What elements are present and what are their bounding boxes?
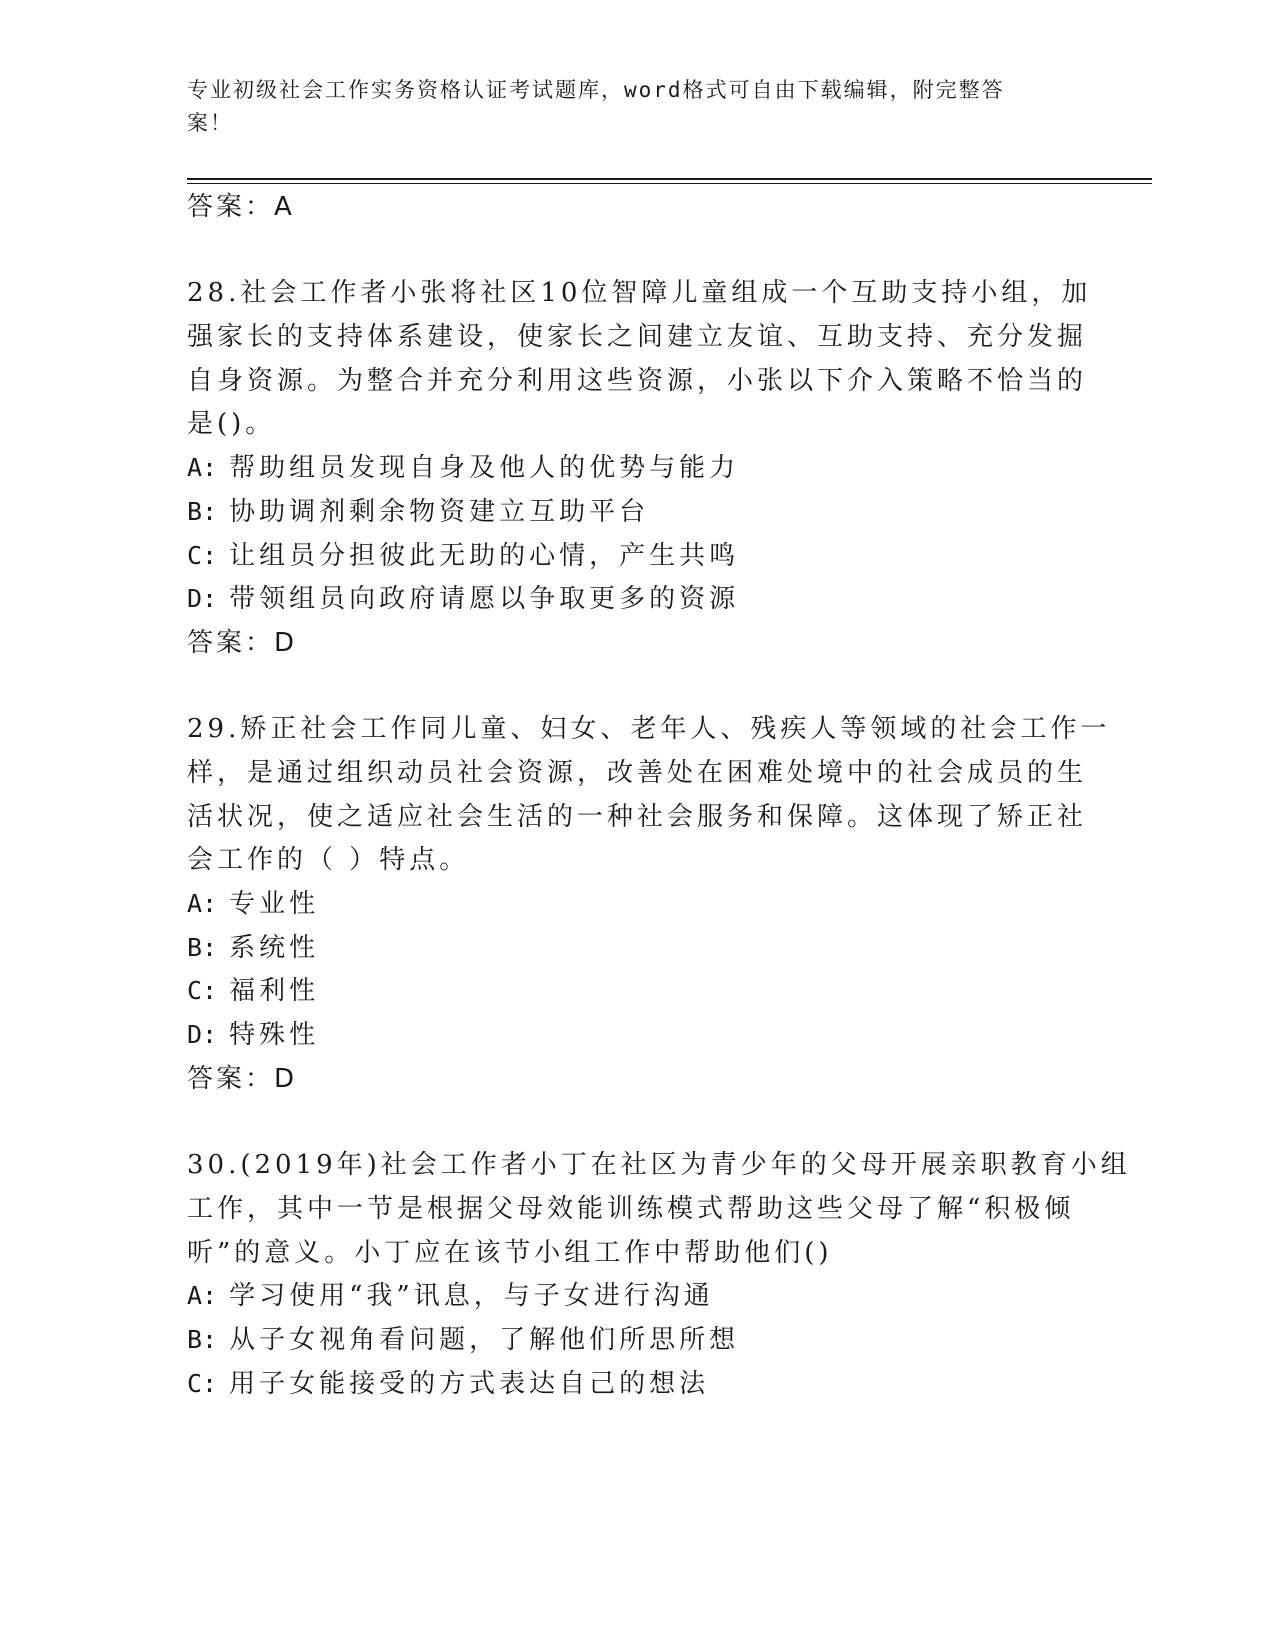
option-letter: D:: [187, 1020, 218, 1049]
question-29-option-b: [187, 927, 319, 964]
option-text: 让组员分担彼此无助的心情，产生共鸣: [229, 541, 740, 571]
question-29-line-4: 会工作的（ ）特点。: [187, 845, 470, 875]
answer-28: 答案：D: [187, 628, 298, 658]
question-28-option-a: [187, 447, 739, 484]
option-letter: B:: [187, 1325, 218, 1354]
question-30-line-2: 工作，其中一节是根据父母效能训练模式帮助这些父母了解“积极倾: [187, 1194, 1075, 1224]
question-30-option-c: [187, 1363, 709, 1400]
option-text: 用子女能接受的方式表达自己的想法: [229, 1369, 710, 1399]
option-letter: B:: [187, 933, 218, 962]
option-letter: A:: [187, 453, 218, 482]
option-letter: C:: [187, 976, 218, 1005]
option-letter: C:: [187, 541, 218, 570]
option-letter: B:: [187, 497, 218, 526]
question-29-option-d: [187, 1014, 319, 1051]
question-28-line-1: 28.社会工作者小张将社区10位智障儿童组成一个互助支持小组，加: [187, 278, 1092, 308]
question-29-option-a: [187, 883, 319, 920]
option-text: 系统性: [229, 933, 320, 963]
option-text: 特殊性: [229, 1020, 320, 1050]
answer-27: 答案：A: [187, 192, 295, 222]
option-letter: A:: [187, 1281, 218, 1310]
question-28-line-4: 是()。: [187, 409, 276, 439]
option-text: 带领组员向政府请愿以争取更多的资源: [229, 584, 740, 614]
question-30-option-b: [187, 1319, 739, 1356]
question-28-line-3: 自身资源。为整合并充分利用这些资源，小张以下介入策略不恰当的: [187, 366, 1088, 396]
page-header: [187, 74, 1067, 140]
option-text: 学习使用“我”讯息，与子女进行沟通: [229, 1281, 714, 1311]
question-28-line-2: 强家长的支持体系建设，使家长之间建立友谊、互助支持、充分发掘: [187, 322, 1088, 352]
answer-29: 答案：D: [187, 1064, 298, 1094]
option-text: 帮助组员发现自身及他人的优势与能力: [229, 453, 740, 483]
option-text: 专业性: [229, 889, 320, 919]
question-29-line-1: 29.矫正社会工作同儿童、妇女、老年人、残疾人等领域的社会工作一: [187, 714, 1111, 744]
option-text: 协助调剂剩余物资建立互助平台: [229, 497, 650, 527]
question-29-line-3: 活状况，使之适应社会生活的一种社会服务和保障。这体现了矫正社: [187, 802, 1088, 832]
header-line-1: 专业初级社会工作实务资格认证考试题库，word格式可自由下载编辑，附完整答: [187, 78, 1005, 102]
question-30-line-3: 听”的意义。小丁应在该节小组工作中帮助他们(): [187, 1238, 833, 1268]
question-29-option-c: [187, 970, 319, 1007]
header-line-2: 案！: [187, 111, 233, 135]
header-rule-thick: [187, 178, 1152, 180]
question-30-line-1: 30.(2019年)社会工作者小丁在社区为青少年的父母开展亲职教育小组: [187, 1150, 1131, 1180]
option-letter: D:: [187, 584, 218, 613]
question-28-option-c: [187, 535, 739, 572]
question-28-option-b: [187, 491, 649, 528]
question-29-line-2: 样，是通过组织动员社会资源，改善处在困难处境中的社会成员的生: [187, 758, 1088, 788]
option-text: 从子女视角看问题，了解他们所思所想: [229, 1325, 740, 1355]
option-text: 福利性: [229, 976, 320, 1006]
question-30-option-a: [187, 1275, 714, 1312]
option-letter: A:: [187, 889, 218, 918]
header-rule-thin: [187, 183, 1152, 184]
option-letter: C:: [187, 1369, 218, 1398]
question-28-option-d: [187, 578, 739, 615]
